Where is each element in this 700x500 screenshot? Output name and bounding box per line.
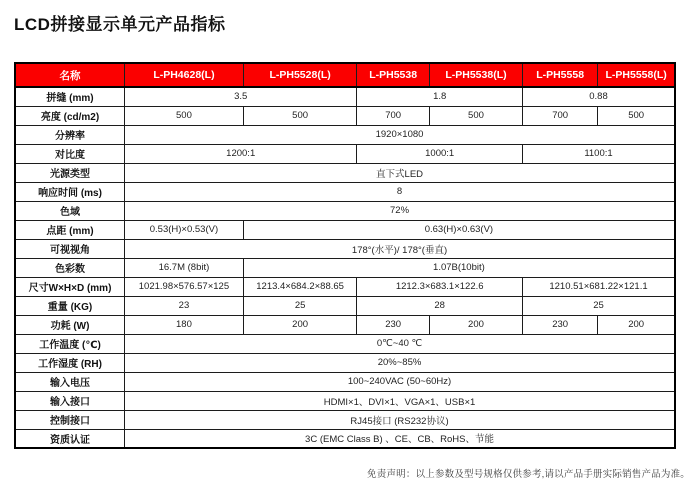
row-label: 响应时间 (ms) — [15, 182, 125, 201]
spec-value-cell: 1212.3×683.1×122.6 — [357, 277, 523, 296]
spec-value-cell: 200 — [429, 315, 522, 334]
spec-value-cell: 直下式LED — [125, 163, 675, 182]
spec-value-cell: 200 — [598, 315, 675, 334]
spec-value-cell: 25 — [243, 296, 357, 315]
spec-table — [14, 62, 676, 449]
spec-value-cell: 0℃~40 ℃ — [125, 334, 675, 353]
spec-value-cell: 0.63(H)×0.63(V) — [243, 220, 675, 239]
row-label: 光源类型 — [15, 163, 125, 182]
column-header-model: L-PH5528(L) — [243, 63, 357, 87]
spec-value-cell: 1210.51×681.22×121.1 — [523, 277, 676, 296]
column-header-name: 名称 — [15, 63, 125, 87]
table-row — [15, 391, 675, 410]
row-label: 亮度 (cd/m2) — [15, 106, 125, 125]
table-row — [15, 353, 675, 372]
row-label: 色域 — [15, 201, 125, 220]
table-row — [15, 239, 675, 258]
spec-value-cell: 0.88 — [523, 87, 676, 106]
column-header-model: L-PH5558 — [523, 63, 598, 87]
spec-value-cell: 230 — [357, 315, 430, 334]
row-label: 拼缝 (mm) — [15, 87, 125, 106]
table-row — [15, 201, 675, 220]
row-label: 重量 (KG) — [15, 296, 125, 315]
spec-value-cell: 700 — [523, 106, 598, 125]
spec-value-cell: 178°(水平)/ 178°(垂直) — [125, 239, 675, 258]
spec-value-cell: 1213.4×684.2×88.65 — [243, 277, 357, 296]
spec-value-cell: 0.53(H)×0.53(V) — [125, 220, 244, 239]
column-header-model: L-PH5558(L) — [598, 63, 675, 87]
table-row — [15, 296, 675, 315]
spec-value-cell: 1200:1 — [125, 144, 357, 163]
table-row — [15, 258, 675, 277]
row-label: 分辨率 — [15, 125, 125, 144]
table-row — [15, 220, 675, 239]
table-row — [15, 429, 675, 448]
row-label: 可视视角 — [15, 239, 125, 258]
column-header-model: L-PH5538(L) — [429, 63, 522, 87]
spec-value-cell: 180 — [125, 315, 244, 334]
column-header-model: L-PH4628(L) — [125, 63, 244, 87]
spec-value-cell: 500 — [598, 106, 675, 125]
row-label: 对比度 — [15, 144, 125, 163]
row-label: 输入电压 — [15, 372, 125, 391]
table-row — [15, 372, 675, 391]
spec-value-cell: 8 — [125, 182, 675, 201]
spec-value-cell: 230 — [523, 315, 598, 334]
spec-value-cell: 1000:1 — [357, 144, 523, 163]
table-row — [15, 87, 675, 106]
table-row — [15, 182, 675, 201]
spec-value-cell: 1021.98×576.57×125 — [125, 277, 244, 296]
table-row — [15, 163, 675, 182]
table-row — [15, 334, 675, 353]
table-row — [15, 315, 675, 334]
row-label: 工作湿度 (RH) — [15, 353, 125, 372]
row-label: 工作温度 (℃) — [15, 334, 125, 353]
table-row — [15, 410, 675, 429]
spec-value-cell: 3.5 — [125, 87, 357, 106]
spec-value-cell: 23 — [125, 296, 244, 315]
spec-value-cell: 1100:1 — [523, 144, 676, 163]
spec-value-cell: 500 — [429, 106, 522, 125]
spec-value-cell: 1.07B(10bit) — [243, 258, 675, 277]
spec-value-cell: 1920×1080 — [125, 125, 675, 144]
table-row — [15, 125, 675, 144]
row-label: 输入接口 — [15, 391, 125, 410]
row-label: 功耗 (W) — [15, 315, 125, 334]
row-label: 控制接口 — [15, 410, 125, 429]
table-row — [15, 277, 675, 296]
row-label: 资质认证 — [15, 429, 125, 448]
spec-value-cell: HDMI×1、DVI×1、VGA×1、USB×1 — [125, 391, 675, 410]
row-label: 色彩数 — [15, 258, 125, 277]
spec-value-cell: 500 — [243, 106, 357, 125]
spec-value-cell: RJ45接口 (RS232协议) — [125, 410, 675, 429]
spec-value-cell: 1.8 — [357, 87, 523, 106]
page-title: LCD拼接显示单元产品指标 — [14, 15, 226, 34]
table-body — [15, 87, 675, 448]
spec-value-cell: 25 — [523, 296, 676, 315]
spec-value-cell: 16.7M (8bit) — [125, 258, 244, 277]
spec-value-cell: 500 — [125, 106, 244, 125]
spec-value-cell: 20%~85% — [125, 353, 675, 372]
table-row — [15, 144, 675, 163]
row-label: 点距 (mm) — [15, 220, 125, 239]
table-row — [15, 106, 675, 125]
spec-value-cell: 700 — [357, 106, 430, 125]
disclaimer-text: 免责声明：以上参数及型号规格仅供参考,请以产品手册实际销售产品为准。 — [367, 469, 690, 480]
spec-value-cell: 72% — [125, 201, 675, 220]
spec-value-cell: 100~240VAC (50~60Hz) — [125, 372, 675, 391]
spec-value-cell: 200 — [243, 315, 357, 334]
spec-value-cell: 28 — [357, 296, 523, 315]
spec-value-cell: 3C (EMC Class B) 、CE、CB、RoHS、节能 — [125, 429, 675, 448]
table-header-row — [15, 63, 675, 87]
row-label: 尺寸W×H×D (mm) — [15, 277, 125, 296]
column-header-model: L-PH5538 — [357, 63, 430, 87]
